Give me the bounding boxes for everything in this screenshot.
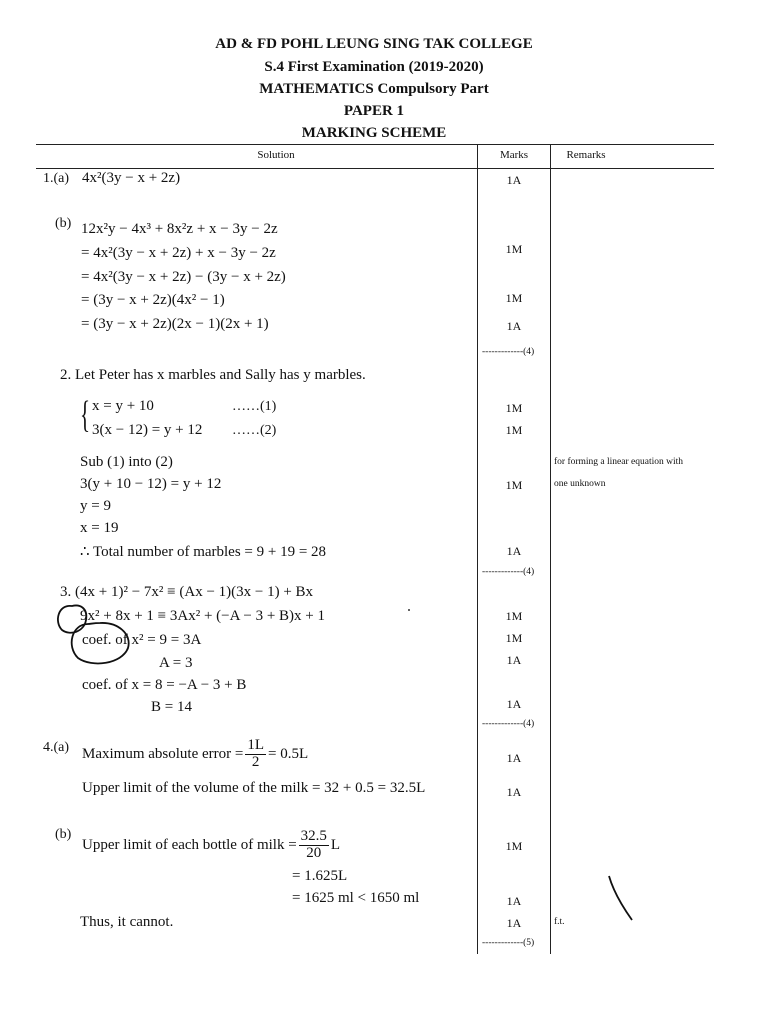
q2-conclusion: ∴ Total number of marbles = 9 + 19 = 28 [80, 544, 327, 560]
q4b-conclusion: Thus, it cannot. [80, 914, 174, 930]
q3-mark: 1M [505, 631, 523, 645]
q3-line: A = 3 [159, 655, 193, 671]
q4a-denominator: 2 [251, 753, 260, 770]
q2-mark: 1M [505, 401, 523, 415]
q4b-denominator: 20 [306, 844, 322, 861]
q3-total: -------------(4) [482, 719, 535, 729]
scheme-title: MARKING SCHEME [301, 125, 447, 141]
ink-circle-nine [58, 606, 86, 633]
q4a-upper-limit: Upper limit of the volume of the milk = 32 + 0.5 = 32.5L [82, 780, 426, 796]
q3-line: coef. of x² = 9 = 3A [82, 632, 202, 648]
q4b-mark: 1A [506, 894, 522, 908]
q2-eq2: 3(x − 12) = y + 12 [92, 422, 203, 438]
q4b-unit: L [330, 836, 341, 853]
q4a-error-result: = 0.5L [268, 745, 309, 762]
q4a-label: 4.(a) [43, 740, 70, 755]
q4a-mark: 1A [506, 785, 522, 799]
q1b-label: (b) [55, 216, 72, 231]
system-brace: { [80, 394, 91, 436]
q2-step: y = 9 [80, 498, 111, 514]
q3-mark: 1A [506, 653, 522, 667]
q2-intro: 2. Let Peter has x marbles and Sally has y marbles. [60, 367, 366, 383]
q2-step: 3(y + 10 − 12) = y + 12 [80, 476, 222, 492]
q4a-mark: 1A [506, 751, 522, 765]
q2-eq2-tag: ……(2) [232, 423, 277, 438]
q2-mark: 1A [506, 544, 522, 558]
q4-total: -------------(5) [482, 938, 535, 948]
paper-title: PAPER 1 [343, 103, 405, 119]
q3-line: B = 14 [151, 699, 192, 715]
q2-eq1-tag: ……(1) [232, 399, 277, 414]
q1a-mark: 1A [506, 173, 522, 187]
q4b-line: = 1.625L [292, 868, 348, 884]
school-name: AD & FD POHL LEUNG SING TAK COLLEGE [215, 36, 533, 52]
q2-remark: one unknown [554, 479, 606, 489]
exam-title: S.4 First Examination (2019-2020) [264, 59, 484, 75]
q4b-mark: 1A [506, 916, 522, 930]
ink-stroke [609, 876, 632, 920]
q1b-line: = 4x²(3y − x + 2z) − (3y − x + 2z) [81, 269, 286, 285]
q1b-line: = (3y − x + 2z)(4x² − 1) [81, 292, 225, 308]
remarks-header: Remarks [566, 149, 606, 161]
marks-header: Marks [499, 149, 529, 161]
q2-sub: Sub (1) into (2) [80, 454, 173, 470]
q2-remark: for forming a linear equation with [554, 457, 684, 467]
q1b-line: 12x²y − 4x³ + 8x²z + x − 3y − 2z [81, 221, 278, 237]
q1b-mark: 1M [505, 291, 523, 305]
q2-mark: 1M [505, 423, 523, 437]
q1a-label: 1.(a) [43, 171, 70, 186]
q2-eq1: x = y + 10 [92, 398, 154, 414]
ink-dot [408, 609, 410, 611]
q1b-line: = (3y − x + 2z)(2x − 1)(2x + 1) [81, 316, 269, 332]
q4a-error-text: Maximum absolute error = [82, 745, 244, 762]
q1b-mark: 1A [506, 319, 522, 333]
q1-total: -------------(4) [482, 347, 535, 357]
q3-line: coef. of x = 8 = −A − 3 + B [82, 677, 247, 693]
q1a-answer: 4x²(3y − x + 2z) [82, 170, 181, 186]
q3-mark: 1A [506, 697, 522, 711]
q1b-mark: 1M [505, 242, 523, 256]
q2-step: x = 19 [80, 520, 119, 536]
q4b-numerator: 32.5 [300, 828, 327, 844]
q2-mark: 1M [505, 478, 523, 492]
q4b-label: (b) [55, 827, 72, 842]
q4a-numerator: 1L [247, 737, 265, 753]
q3-line: 3. (4x + 1)² − 7x² ≡ (Ax − 1)(3x − 1) + Bx [60, 584, 314, 600]
q1b-line: = 4x²(3y − x + 2z) + x − 3y − 2z [81, 245, 276, 261]
solution-header: Solution [257, 149, 295, 161]
q2-total: -------------(4) [482, 567, 535, 577]
q3-mark: 1M [505, 609, 523, 623]
q4b-mark: 1M [505, 839, 523, 853]
q4b-line: = 1625 ml < 1650 ml [292, 890, 420, 906]
q4b-remark: f.t. [554, 917, 565, 927]
q3-line: 9x² + 8x + 1 ≡ 3Ax² + (−A − 3 + B)x + 1 [80, 608, 326, 624]
q4b-text: Upper limit of each bottle of milk = [82, 836, 297, 853]
subject-title: MATHEMATICS Compulsory Part [259, 81, 489, 97]
